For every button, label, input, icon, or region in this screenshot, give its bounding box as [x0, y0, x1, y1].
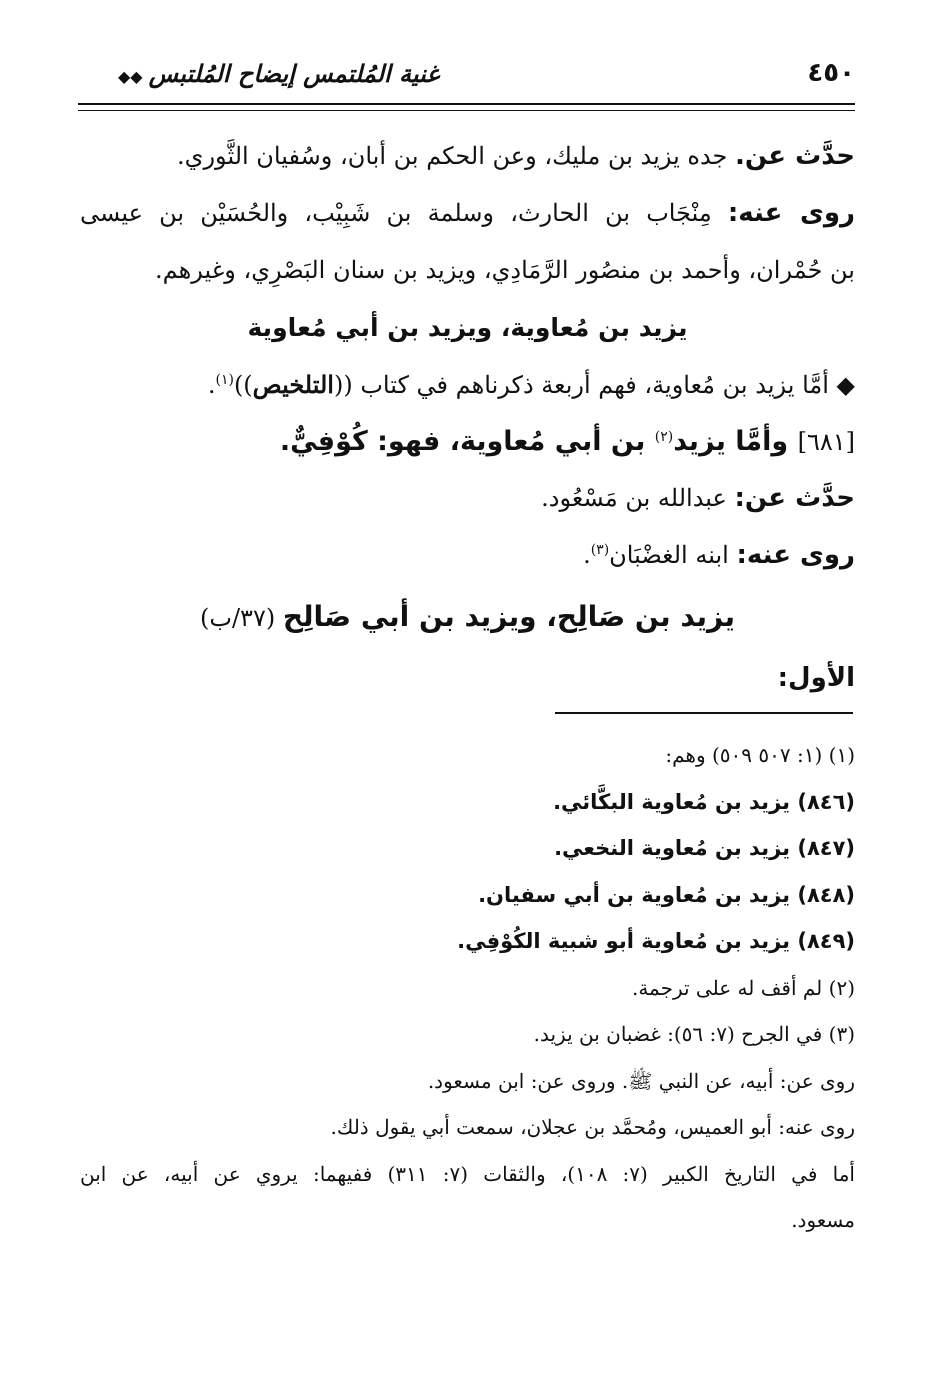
footnote-line: أما في التاريخ الكبير (٧: ١٠٨)، والثقات (٧: ٣١١) ففيهما: يروي عن أبيه، عن ابن — [80, 1161, 855, 1186]
label-narrated-by: روى عنه: — [736, 540, 855, 570]
footnote-line: روى عن: أبيه، عن النبي ﷺ. وروى عن: ابن مسعود. — [427, 1068, 855, 1093]
text-line — [80, 242, 855, 299]
entry-line — [80, 413, 855, 470]
footnote-item: (٨٤٨) يزيد بن مُعاوية بن أبي سفيان. — [478, 882, 855, 907]
line-text: جده يزيد بن مليك، وعن الحكم بن أبان، وسُفيان الثَّوري. — [177, 142, 736, 170]
text-line — [80, 356, 855, 413]
footnote-ref: (١) — [215, 372, 234, 388]
label-narrated-from: حدَّث عن: — [734, 483, 855, 513]
text-line — [80, 470, 855, 527]
header-rule — [78, 103, 855, 105]
subheading: الأول: — [777, 663, 855, 693]
text-line — [80, 185, 855, 242]
footnote: (٢) لم أقف له على ترجمة. — [631, 975, 855, 1000]
entry-number: [٦٨١] — [797, 428, 855, 456]
line-text: ابنه الغضْبَان — [609, 541, 737, 569]
footnote-line: روى عنه: أبو العميس، ومُحمَّد بن عجلان، سمعت أبي يقول ذلك. — [330, 1115, 855, 1139]
footnote-line: مسعود. — [791, 1208, 855, 1232]
line-text: مِنْجَاب بن الحارث، وسلمة بن شَبِيْب، والحُسَيْن بن عيسى — [80, 199, 728, 227]
diamond-ornament-icon: ◆◆ — [118, 67, 143, 86]
entry-name-cont: بن أبي مُعاوية، فهو: كُوْفِيٌّ. — [279, 426, 655, 457]
running-title-text: غنية المُلتمس إيضاح المُلتبس — [148, 60, 439, 88]
line-text: عبدالله بن مَسْعُود. — [541, 484, 735, 512]
page-number: ٤٥٠ — [807, 58, 855, 88]
header-rule-thin — [78, 110, 855, 111]
section-heading: يزيد بن مُعاوية، ويزيد بن أبي مُعاوية — [247, 313, 688, 342]
manuscript-ref: (٣٧/ب) — [200, 604, 283, 632]
page-header — [78, 58, 855, 98]
main-text — [80, 128, 855, 707]
line-text: أمَّا يزيد بن مُعاوية، فهم أربعة ذكرناهم في كتاب (( — [333, 371, 837, 399]
line-text-end: )) — [233, 371, 253, 399]
book-title: التلخيص — [252, 370, 334, 399]
label-narrated-from: حدَّث عن. — [735, 141, 855, 171]
footnote-ref: (٢) — [654, 429, 674, 445]
footnote: (٣) في الجرح (٧: ٥٦): غضبان بن يزيد. — [533, 1022, 855, 1046]
footnotes — [80, 732, 855, 1244]
line-text: بن حُمْران، وأحمد بن منصُور الرَّمَادِي، ويزيد بن سنان البَصْرِي، وغيرهم. — [155, 256, 855, 284]
text-line — [80, 128, 855, 185]
footnote-item: (٨٤٦) يزيد بن مُعاوية البكَّائي. — [553, 789, 855, 814]
section-heading — [80, 584, 855, 650]
label-narrated-by: روى عنه: — [727, 198, 855, 228]
entry-name: وأمَّا يزيد — [673, 426, 798, 457]
footnote-item: (٨٤٧) يزيد بن مُعاوية النخعي. — [554, 836, 855, 860]
footnote-separator — [555, 712, 853, 714]
footnote: (١) (١: ٥٠٧ ٥٠٩) وهم: — [665, 743, 855, 767]
footnote-ref: (٣) — [590, 542, 610, 558]
line-tail: . — [207, 371, 216, 399]
running-title — [118, 60, 439, 88]
footnote-item: (٨٤٩) يزيد بن مُعاوية أبو شبية الكُوْفِي. — [457, 929, 855, 953]
line-tail: . — [583, 541, 591, 569]
heading-text: يزيد بن صَالِح، ويزيد بن أبي صَالِح — [282, 600, 735, 633]
text-line — [80, 527, 855, 584]
bullet-diamond-icon: ◆ — [836, 371, 855, 399]
